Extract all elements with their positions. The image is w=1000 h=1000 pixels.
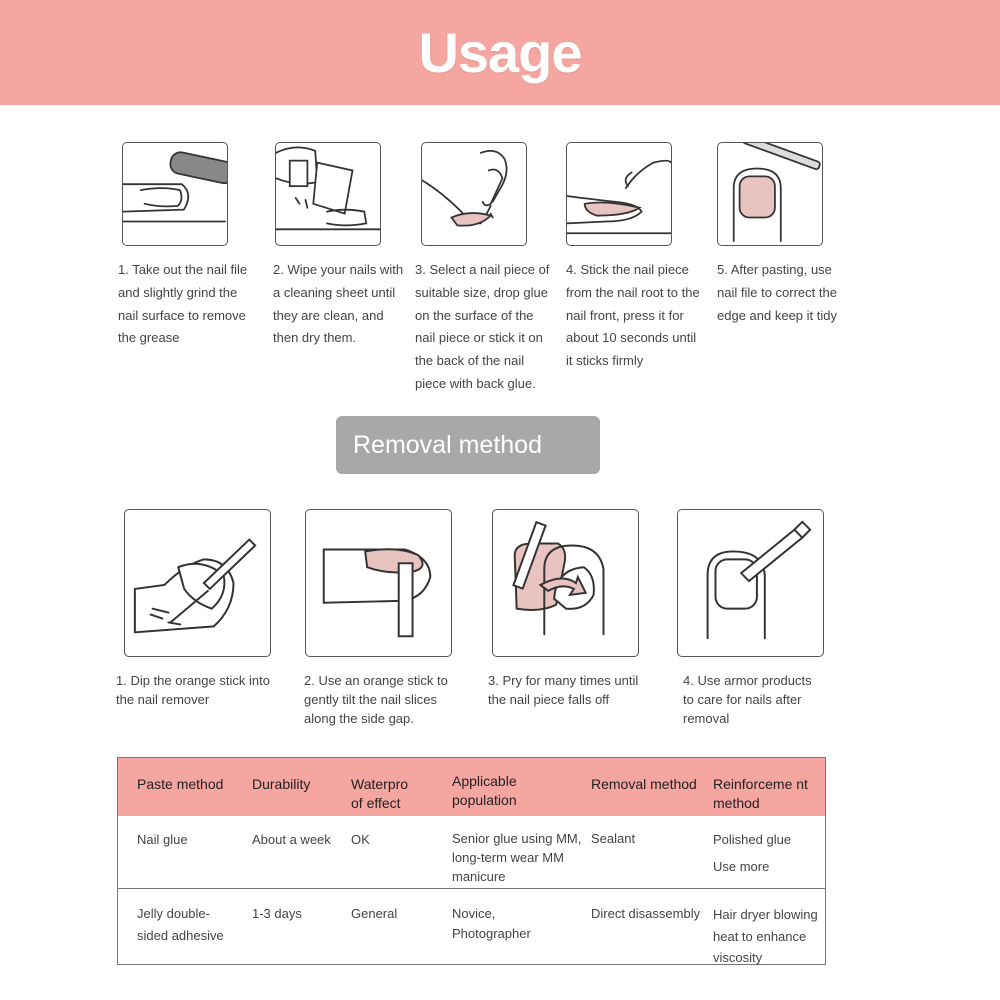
cleaning-sheet-icon <box>275 142 381 246</box>
usage-banner <box>0 0 1000 105</box>
table-header-cell: Applicable population <box>452 773 517 808</box>
usage-step-text: 4. Stick the nail piece from the nail root to the nail front, press it for about 10 seconds until it sticks firmly <box>566 262 700 369</box>
tilt-nail-icon <box>305 509 452 657</box>
page-title: Usage <box>418 21 582 84</box>
table-header-cell: Reinforceme nt method <box>713 776 808 811</box>
table-cell: Direct disassembly <box>591 906 701 921</box>
table-header-cell: Waterpro of effect <box>351 776 409 811</box>
pry-nail-icon <box>492 509 639 657</box>
file-edge-icon <box>717 142 823 246</box>
table-cell: Sealant <box>591 831 636 846</box>
table-cell: Novice, Photographer <box>452 906 531 941</box>
table-cell: Hair dryer blowing heat to enhance viscosity <box>713 907 818 965</box>
table-cell: OK <box>351 832 370 847</box>
usage-step-text: 2. Wipe your nails with a cleaning sheet until they are clean, and then dry them. <box>273 262 404 346</box>
comparison-table <box>117 757 826 965</box>
table-header-cell: Removal method <box>591 776 697 792</box>
removal-step-text: 1. Dip the orange stick into the nail remover <box>116 673 270 707</box>
nail-file-icon <box>122 142 228 246</box>
table-header-cell: Paste method <box>137 776 224 792</box>
removal-method-label: Removal method <box>353 430 542 459</box>
stick-nail-icon <box>566 142 672 246</box>
table-cell: 1-3 days <box>252 906 302 921</box>
table-cell: Jelly double-sided adhesive <box>137 906 224 943</box>
table-header-cell: Durability <box>252 776 311 792</box>
removal-step-text: 2. Use an orange stick to gently tilt the nail slices along the side gap. <box>304 673 448 726</box>
removal-step-text: 4. Use armor products to care for nails after removal <box>683 673 812 726</box>
orange-stick-dip-icon <box>124 509 271 657</box>
usage-step-text: 5. After pasting, use nail file to correct the edge and keep it tidy <box>717 262 837 323</box>
table-cell: Senior glue using MM, long-term wear MM manicure <box>452 831 582 884</box>
table-cell: About a week <box>252 832 331 847</box>
table-cell: Nail glue <box>137 832 188 847</box>
removal-method-title <box>336 416 600 474</box>
table-cell: General <box>351 906 398 921</box>
removal-step-text: 3. Pry for many times until the nail piece falls off <box>488 673 639 707</box>
table-cell: Use more <box>713 859 770 874</box>
table-cell: Polished glue <box>713 832 792 847</box>
usage-step-text: 3. Select a nail piece of suitable size, drop glue on the surface of the nail piece or stick it on the back of the nail piece with back glue. <box>415 262 550 391</box>
armor-care-icon <box>677 509 824 657</box>
table-divider <box>118 888 825 889</box>
glue-drop-icon <box>421 142 527 246</box>
usage-step-text: 1. Take out the nail file and slightly grind the nail surface to remove the grease <box>118 262 248 346</box>
